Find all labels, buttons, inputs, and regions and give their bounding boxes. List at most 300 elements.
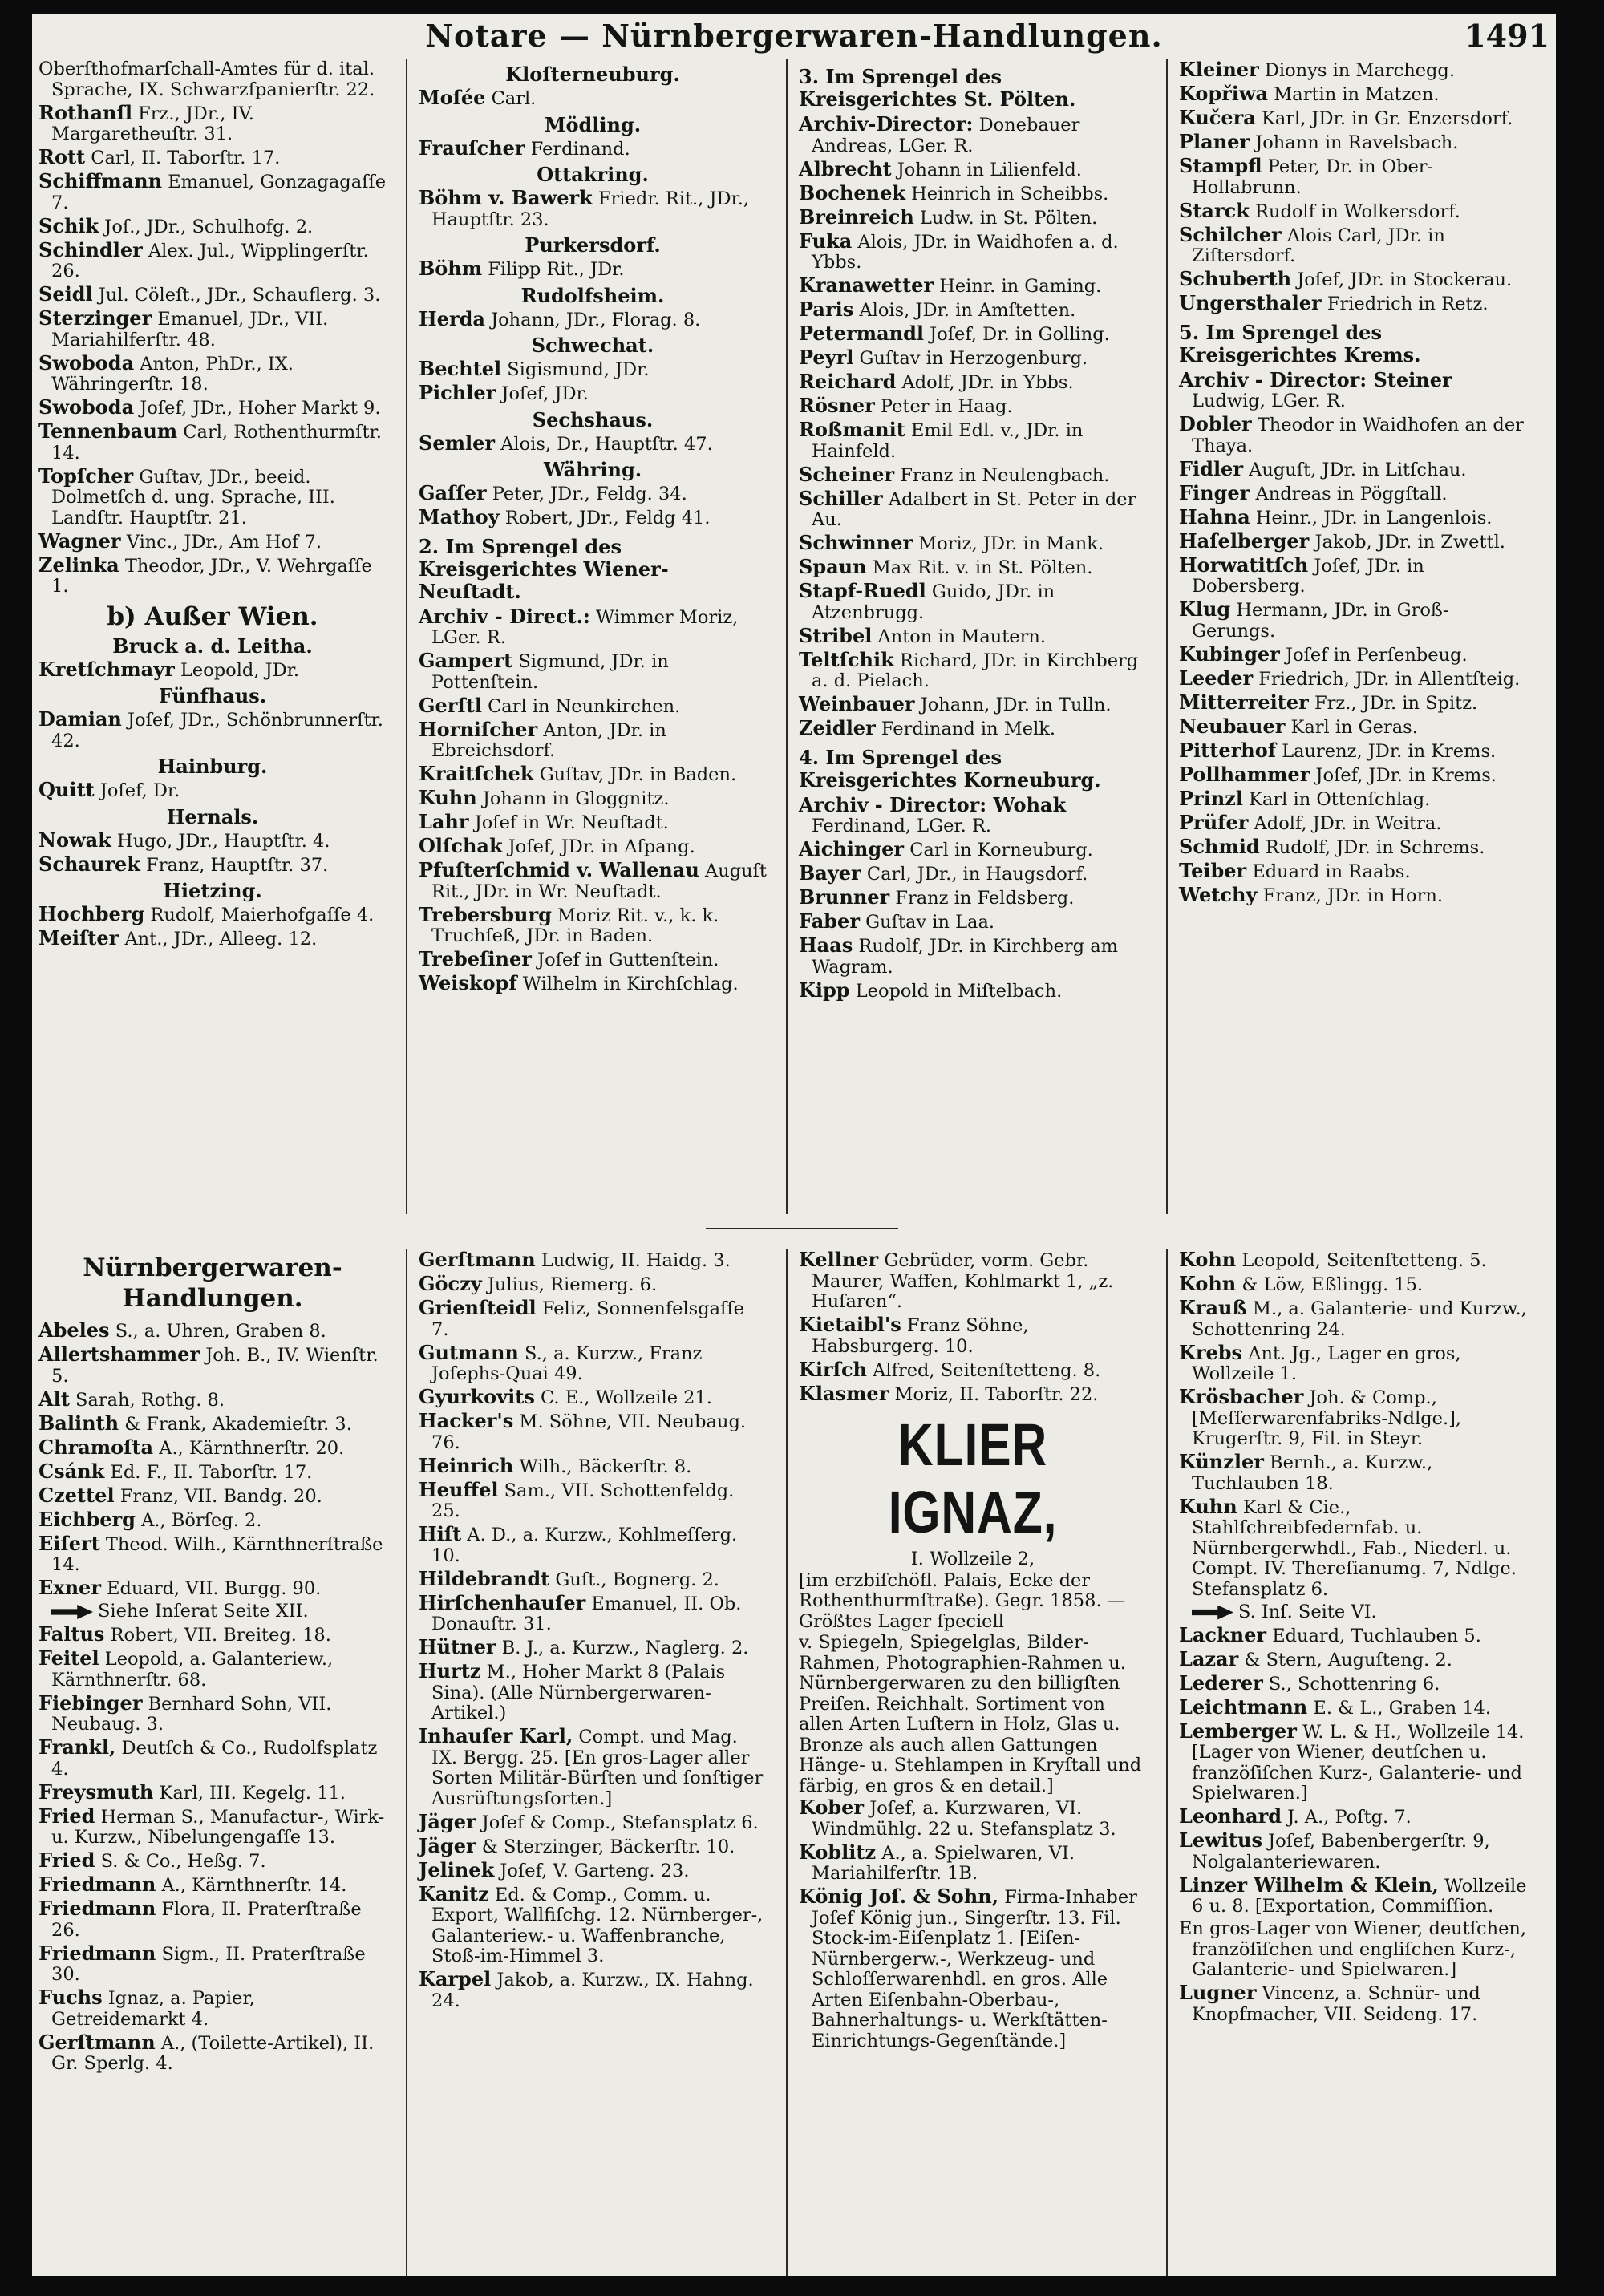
place-heading: Währing. (543, 458, 642, 481)
column-2 (412, 59, 773, 1214)
directory-entry (1179, 132, 1527, 154)
directory-entry (1179, 716, 1527, 739)
entry-details: Theodor, JDr., V. Wehrgaſſe 1. (51, 555, 372, 597)
directory-entry (1179, 1342, 1527, 1385)
entry-details: Anton, PhDr., IX. Währingerſtr. 18. (51, 353, 294, 395)
directory-entry (799, 180, 1147, 205)
column-rule (406, 1249, 407, 2276)
entry-name: Kučera (1179, 106, 1256, 129)
entry-details: Leopold in Miſtelbach. (855, 980, 1063, 1002)
directory-entry (1179, 528, 1527, 553)
entry-details: S. Inſ. Seite VI. (1238, 1601, 1377, 1622)
entry-details: Martin in Matzen. (1274, 84, 1440, 105)
entry-name: Teltſchik (799, 647, 894, 671)
entry-name: Fiebinger (38, 1691, 143, 1715)
directory-entry (38, 854, 387, 877)
entry-name: Kanitz (419, 1881, 489, 1905)
entry-details: Rudolf in Wolkersdorf. (1255, 200, 1460, 222)
directory-entry (419, 1298, 767, 1340)
directory-entry (38, 397, 387, 419)
entry-name: Schiller (799, 486, 883, 510)
directory-entry (419, 1726, 767, 1809)
directory-entry (1179, 740, 1527, 763)
directory-entry (1179, 1982, 1527, 2025)
entry-name: Linzer Wilhelm & Klein, (1179, 1873, 1439, 1897)
entry-details: & Stern, Auguſteng. 2. (1244, 1649, 1452, 1670)
place-heading: Sechshaus. (532, 407, 654, 431)
directory-entry (1179, 293, 1527, 315)
entry-name: Allertshammer (38, 1342, 200, 1366)
entry-list (1179, 59, 1527, 315)
directory-entry (799, 1797, 1147, 1840)
entry-name: Eiſert (38, 1531, 100, 1555)
entry-name: Ungersthaler (1179, 291, 1322, 314)
directory-entry (799, 1359, 1147, 1382)
entry-details: Joſef, a. Kurzwaren, VI. Windmühlg. 22 u. Stefansplatz 3. (812, 1798, 1116, 1840)
section-heading: 5. Im Sprengel des Kreisgerichtes Krems. (1179, 320, 1421, 366)
directory-entry (1179, 1830, 1527, 1873)
directory-entry (1179, 1249, 1527, 1272)
entry-name: Olſchak (419, 834, 503, 857)
entry-name: Hirſchenhauſer (419, 1590, 586, 1614)
directory-entry (419, 1857, 767, 1882)
directory-entry (38, 1485, 387, 1508)
entry-name: Moſée (419, 86, 486, 109)
directory-entry (1179, 1452, 1527, 1494)
entry-details: S., a. Uhren, Graben 8. (115, 1321, 326, 1342)
entry-details: Joſef, JDr., Hoher Markt 9. (140, 398, 381, 419)
entry-details: Alois, JDr. in Waidhofen a. d. Ybbs. (812, 231, 1119, 273)
directory-entry (38, 1624, 387, 1646)
entry-details: Peter, JDr., Feldg. 34. (492, 484, 687, 504)
entry-name: Schaurek (38, 852, 140, 876)
entry-details: Siehe Inſerat Seite XII. (98, 1601, 309, 1622)
entry-details: Theod. Wilh., Kärnthnerſtraße 14. (51, 1533, 383, 1575)
entry-name: Trebeſiner (419, 947, 532, 970)
entry-details: Julius, Riemerg. 6. (487, 1274, 658, 1295)
entry-list (419, 606, 767, 995)
entry-name: Mitterreiter (1179, 690, 1309, 714)
entry-details: Ignaz, a. Papier, Getreidemarkt 4. (51, 1988, 255, 2030)
ad-text: [im erzbiſchöfl. Palais, Ecke der Rothenthurmſtraße). Gegr. 1858. — Größtes Lager ſpeciell (799, 1569, 1126, 1632)
entry-name: Trebersburg (419, 902, 552, 926)
entry-details: C. E., Wollzeile 21. (541, 1387, 712, 1408)
directory-entry (419, 138, 767, 160)
pointing-hand-icon (1192, 1606, 1233, 1620)
entry-details: A. D., a. Kurzw., Kohlmeſſerg. 10. (431, 1525, 738, 1566)
entry-details: Ant., JDr., Alleeg. 12. (124, 929, 318, 950)
entry-details: Sigmund, JDr. in Pottenſtein. (431, 651, 669, 693)
directory-entry (799, 231, 1147, 273)
entry-name: Wagner (38, 528, 121, 553)
entry-name: Weinbauer (799, 692, 915, 715)
entry-name: Koblitz (799, 1840, 877, 1864)
section-heading: 3. Im Sprengel des Kreisgerichtes St. Pölten. (799, 65, 1076, 111)
entry-details: Moriz, II. Taborſtr. 22. (894, 1383, 1099, 1405)
column-3 (792, 1249, 1153, 2276)
entry-details: Joſ., JDr., Schulhofg. 2. (104, 216, 314, 237)
entry-details: Richard, JDr. in Kirchberg a. d. Pielach. (812, 650, 1139, 691)
column-rule (1166, 59, 1168, 1214)
directory-entry (799, 1314, 1147, 1357)
entry-details: Emanuel, II. Ob. Donauſtr. 31. (431, 1593, 742, 1634)
directory-entry (799, 156, 1147, 181)
entry-list (799, 114, 1147, 740)
entry-details: Ferdinand in Melk. (881, 719, 1056, 739)
entry-details: & Löw, Eßlingg. 15. (1241, 1274, 1424, 1295)
entry-details: Joſef, Dr. (99, 780, 180, 801)
directory-entry (419, 188, 767, 230)
directory-entry (1179, 156, 1527, 198)
entry-name: Pfuſterſchmid v. Wallenau (419, 858, 699, 881)
entry-details: Robert, VII. Breiteg. 18. (110, 1625, 331, 1646)
entry-details: Johann in Lilienfeld. (897, 159, 1082, 180)
entry-details: Adolf, JDr. in Weitra. (1254, 812, 1442, 834)
entry-details: Eduard, VII. Burgg. 90. (107, 1578, 322, 1599)
cross-reference (38, 1602, 387, 1622)
entry-name: Bayer (799, 861, 861, 885)
section-heading: 4. Im Sprengel des Kreisgerichtes Korneuburg. (799, 745, 1101, 792)
entry-details: Peter in Haag. (880, 396, 1013, 417)
directory-entry (799, 395, 1147, 418)
entry-name: Pitterhof (1179, 738, 1277, 762)
entry-details: Emanuel, JDr., VII. Mariahilferſtr. 48. (51, 309, 329, 350)
directory-entry (38, 1344, 387, 1387)
directory-entry (38, 1437, 387, 1460)
entry-name: Heinrich (419, 1453, 514, 1477)
column-rule (406, 59, 407, 1214)
entry-name: Fuka (799, 229, 853, 253)
place-heading: Kloſterneuburg. (505, 63, 680, 86)
entry-name: Frankl, (38, 1735, 116, 1759)
directory-entry (419, 860, 767, 902)
directory-entry (799, 323, 1147, 346)
directory-entry (38, 1874, 387, 1897)
entry-name: Planer (1179, 130, 1250, 153)
notare-section (32, 59, 1556, 1214)
directory-entry (1179, 222, 1527, 267)
entry-name: Frauſcher (419, 136, 525, 160)
entry-details: J. A., Poſtg. 7. (1287, 1807, 1412, 1828)
directory-entry (1179, 83, 1527, 106)
entry-details: Sarah, Rothg. 8. (75, 1389, 225, 1411)
directory-entry (38, 1737, 387, 1780)
entry-name: Kipp (799, 978, 850, 1002)
entry-name: Schiffmann (38, 169, 163, 192)
entry-details: Leopold, JDr. (180, 659, 300, 681)
entry-details: Theodor in Waidhofen an der Thaya. (1192, 415, 1524, 456)
entry-name: Hochberg (38, 902, 145, 925)
entry-name: Leichtmann (1179, 1695, 1308, 1719)
place-heading: Fünfhaus. (158, 684, 267, 707)
directory-entry (1179, 107, 1527, 130)
entry-details: Ferdinand, LGer. R. (812, 816, 992, 836)
entry-name: Horwatitſch (1179, 553, 1309, 577)
entry-details: Hugo, JDr., Hauptſtr. 4. (116, 830, 330, 852)
entry-name: Hiſt (419, 1522, 462, 1545)
directory-entry (38, 659, 387, 682)
entry-name: Pichler (419, 381, 496, 404)
directory-entry (1179, 836, 1527, 859)
directory-entry (1179, 599, 1527, 642)
entry-details: Alois, Dr., Hauptſtr. 47. (500, 433, 713, 455)
entry-name: Tennenbaum (38, 419, 178, 443)
entry-name: Friedmann (38, 1941, 156, 1965)
entry-details: Carl, II. Taborſtr. 17. (91, 148, 281, 168)
entry-name: Kober (799, 1796, 865, 1819)
directory-entry (38, 284, 387, 306)
entry-details: Guſtav in Laa. (865, 912, 995, 933)
entry-name: Neubauer (1179, 714, 1286, 738)
entry-details: Johann, JDr. in Tulln. (920, 694, 1112, 715)
entry-details: Guido, JDr. in Atzenbrugg. (812, 581, 1055, 623)
entry-name: Fuchs (38, 1986, 103, 2009)
entry-name: Jäger (419, 1809, 476, 1833)
entry-details: Laurenz, JDr. in Krems. (1282, 740, 1497, 762)
directory-entry (1179, 1622, 1527, 1647)
entry-details: Gebrüder, vorm. Gebr. Maurer, Waffen, Kohlmarkt 1, „z. Huſaren“. (812, 1250, 1114, 1312)
entry-details: Rudolf, JDr. in Schrems. (1265, 836, 1485, 858)
directory-entry (38, 1461, 387, 1484)
directory-entry (1179, 1806, 1527, 1828)
entry-list (38, 59, 387, 597)
entry-name: Rösner (799, 394, 875, 417)
directory-entry (1179, 764, 1527, 787)
column-rule (1166, 1249, 1168, 2276)
ad-title: KLIER IGNAZ, (888, 1411, 1058, 1545)
entry-name: Brunner (799, 885, 890, 909)
column-1 (32, 1249, 393, 2276)
directory-entry (419, 1637, 767, 1659)
entry-details: Auguſt, JDr. in Litſchau. (1249, 459, 1467, 480)
entry-name: Haſelberger (1179, 528, 1310, 553)
entry-details: Wimmer Moriz, LGer. R. (431, 606, 739, 648)
directory-entry (1179, 1919, 1527, 1981)
directory-entry (38, 1413, 387, 1436)
directory-entry (799, 839, 1147, 861)
entry-name: Faber (799, 909, 860, 933)
directory-entry (38, 709, 387, 751)
entry-details: E. & L., Graben 14. (1313, 1697, 1492, 1719)
entry-name: Gutmann (419, 1340, 519, 1364)
entry-details: Joſef, V. Garteng. 23. (500, 1860, 690, 1881)
entry-details: Ant. Jg., Lager en gros, Wollzeile 1. (1192, 1342, 1461, 1384)
entry-name: Böhm v. Bawerk (419, 186, 593, 209)
entry-name: Kranawetter (799, 273, 934, 297)
entry-name: Schmid (1179, 834, 1260, 858)
entry-details: Leopold, a. Galanteriew., Kärnthnerſtr. 68. (51, 1649, 334, 1691)
directory-entry (1179, 59, 1527, 82)
directory-entry (799, 557, 1147, 579)
entry-details: Max Rit. v. in St. Pölten. (872, 557, 1093, 578)
entry-details: Rudolf, Maierhofgaſſe 4. (150, 905, 375, 925)
entry-details: Karl, III. Kegelg. 11. (159, 1782, 346, 1804)
entry-details: Guſtav, JDr., beeid. Dolmetſch d. ung. Sprache, III. Landſtr. Hauptſtr. 21. (51, 466, 335, 528)
directory-entry (1179, 1387, 1527, 1450)
entry-details: S., a. Kurzw., Franz Joſephs-Quai 49. (431, 1342, 703, 1384)
entry-details: Robert, JDr., Feldg 41. (504, 508, 711, 528)
directory-entry (799, 1842, 1147, 1885)
entry-name: Schilcher (1179, 222, 1282, 246)
entry-details: Heinr. in Gaming. (939, 276, 1102, 297)
entry-details: Adalbert in St. Peter in der Au. (812, 488, 1136, 530)
entry-name: Kellner (799, 1249, 879, 1271)
directory-entry (799, 863, 1147, 885)
entry-name: Archiv - Director: Wohak (799, 792, 1067, 816)
page-header (32, 14, 1556, 59)
entry-details: Alois, JDr. in Amſtetten. (859, 300, 1076, 321)
entry-name: Jäger (419, 1833, 476, 1857)
directory-entry (419, 1453, 767, 1478)
directory-entry (38, 147, 387, 169)
entry-name: Wetchy (1179, 882, 1258, 906)
advertisement (799, 1411, 1147, 1796)
place-heading: Hietzing. (163, 879, 262, 902)
entry-details: Jakob, JDr. in Zwettl. (1314, 531, 1505, 553)
entry-name: Hildebrandt (419, 1566, 550, 1590)
directory-entry (38, 555, 387, 597)
directory-entry (38, 1943, 387, 1986)
entry-name: Lahr (419, 810, 469, 833)
cross-reference (1179, 1602, 1527, 1623)
entry-list (1179, 1249, 1527, 2025)
entry-details: Ludwig, LGer. R. (1192, 391, 1346, 411)
entry-details: Guſtav in Herzogenburg. (859, 348, 1088, 369)
entry-details: Sam., VII. Schottenfeldg. 25. (431, 1480, 735, 1521)
directory-entry (799, 935, 1147, 978)
entry-name: Lederer (1179, 1670, 1263, 1695)
running-head: Notare — Nürnbergerwaren-Handlungen. (425, 18, 1163, 54)
entry-details: & Frank, Akademieſtr. 3. (124, 1413, 352, 1435)
entry-details: Guſtav, JDr. in Baden. (539, 764, 737, 785)
entry-details: Emil Edl. v., JDr. in Hainfeld. (812, 420, 1084, 462)
ad-address: I. Wollzeile 2, (910, 1549, 1035, 1569)
entry-name: Finger (1179, 480, 1250, 504)
entry-details: Alois Carl, JDr. in Ziſtersdorf. (1192, 225, 1445, 266)
directory-entry (799, 581, 1147, 623)
directory-entry (1179, 1670, 1527, 1695)
entry-name: Kietaibl's (799, 1313, 901, 1336)
entry-details: Friedrich, JDr. in Allentſteig. (1258, 668, 1521, 690)
directory-entry (1179, 269, 1527, 291)
directory-entry (1179, 555, 1527, 597)
entry-details: A., (Toilette-Artikel), II. Gr. Sperlg. 4. (51, 2032, 375, 2074)
place-heading: Ottakring. (537, 163, 649, 186)
section-divider (706, 1228, 898, 1229)
entry-details: Sigismund, JDr. (507, 359, 650, 380)
directory-entry (1179, 367, 1527, 412)
entry-details: Feliz, Sonnenfelsgaſſe 7. (431, 1298, 744, 1340)
directory-entry (799, 1383, 1147, 1406)
entry-name: Faltus (38, 1622, 105, 1646)
entry-list (799, 1249, 1147, 1405)
entry-name: Klug (1179, 597, 1231, 621)
directory-entry (419, 695, 767, 718)
ad-text: v. Spiegeln, Spiegelglas, Bilder-Rahmen, Photographien-Rahmen u. Nürnbergerwaren zu den billigſten Preiſen. Reichhalt. Sortiment von allen Arten Luſtern in Holz, Glas u. Bronze als auch allen Gattungen Hänge- u. Stehlampen in Kryſtall und färbig, en gros & en detail.] (799, 1632, 1142, 1796)
entry-details: Rudolf, JDr. in Kirchberg am Wagram. (812, 936, 1118, 978)
directory-entry (799, 911, 1147, 933)
directory-entry (799, 464, 1147, 487)
entry-name: Bochenek (799, 180, 905, 204)
entry-details: Carl, JDr., in Haugsdorf. (866, 864, 1088, 885)
directory-entry (419, 1524, 767, 1566)
entry-details: Joh. B., IV. Wienſtr. 5. (51, 1345, 379, 1387)
entry-name: Semler (419, 431, 496, 455)
entry-name: Hacker's (419, 1409, 514, 1432)
directory-entry (38, 308, 387, 350)
directory-entry (1179, 644, 1527, 666)
directory-entry (799, 347, 1147, 370)
entry-name: Schik (38, 213, 99, 237)
directory-entry (38, 1509, 387, 1532)
entry-name: Damian (38, 707, 122, 731)
directory-entry (799, 1249, 1147, 1313)
entry-name: Fried (38, 1849, 95, 1872)
directory-entry (419, 1809, 767, 1834)
directory-entry (419, 383, 767, 405)
entry-details: Karl, JDr. in Gr. Enzersdorf. (1262, 108, 1513, 129)
entry-name: Weiskopf (419, 971, 517, 994)
entry-name: Gyurkovits (419, 1385, 535, 1408)
directory-entry (419, 719, 767, 762)
entry-details: Karl in Geras. (1290, 716, 1418, 738)
entry-name: Prinzl (1179, 786, 1244, 810)
directory-entry (419, 1969, 767, 2011)
entry-name: Krösbacher (1179, 1385, 1304, 1408)
directory-entry (799, 275, 1147, 298)
directory-entry (799, 980, 1147, 1002)
entry-name: Sterzinger (38, 306, 152, 330)
entry-details: & Sterzinger, Bäckerſtr. 10. (481, 1836, 735, 1857)
place-groups (419, 63, 767, 529)
entry-name: Göczy (419, 1272, 482, 1295)
entry-details: Alfred, Seitenſtetteng. 8. (873, 1359, 1101, 1381)
entry-details: Joſef, Dr. in Golling. (930, 324, 1110, 345)
entry-name: Kretſchmayr (38, 657, 175, 681)
entry-details: Anton in Mautern. (877, 626, 1047, 647)
directory-entry (419, 1477, 767, 1522)
entry-details: Adolf, JDr. in Ybbs. (901, 372, 1074, 393)
directory-entry (1179, 1721, 1527, 1804)
directory-entry (419, 949, 767, 971)
directory-entry (38, 928, 387, 950)
directory-entry (419, 1249, 767, 1272)
entry-details: Joſef, JDr., Schönbrunnerſtr. 42. (51, 710, 383, 751)
entry-details: Heinr., JDr. in Langenlois. (1255, 507, 1493, 528)
column-rule (786, 1249, 788, 2276)
entry-details: Moriz, JDr. in Mank. (918, 533, 1104, 554)
directory-entry (1179, 812, 1527, 835)
entry-details: Flora, II. Praterſtraße 26. (51, 1899, 362, 1941)
entry-name: Gampert (419, 649, 513, 672)
entry-name: Böhm (419, 257, 483, 280)
entry-name: Swoboda (38, 350, 135, 375)
entry-details: Vincenz, a. Schnür- und Knopfmacher, VII. Seideng. 17. (1192, 1983, 1480, 2025)
entry-name: Seidl (38, 282, 93, 306)
entry-list (1179, 367, 1527, 907)
place-heading: Mödling. (544, 112, 642, 136)
entry-details: Eduard, Tuchlauben 5. (1272, 1625, 1481, 1646)
entry-name: Horniſcher (419, 717, 538, 741)
directory-entry (38, 237, 387, 282)
directory-entry (799, 887, 1147, 909)
entry-name: Czettel (38, 1483, 115, 1507)
directory-entry (799, 694, 1147, 716)
entry-name: Kraitſchek (419, 762, 534, 785)
directory-entry (38, 1987, 387, 2030)
entry-details: Joſef, JDr. (501, 383, 589, 404)
directory-entry (38, 1577, 387, 1600)
